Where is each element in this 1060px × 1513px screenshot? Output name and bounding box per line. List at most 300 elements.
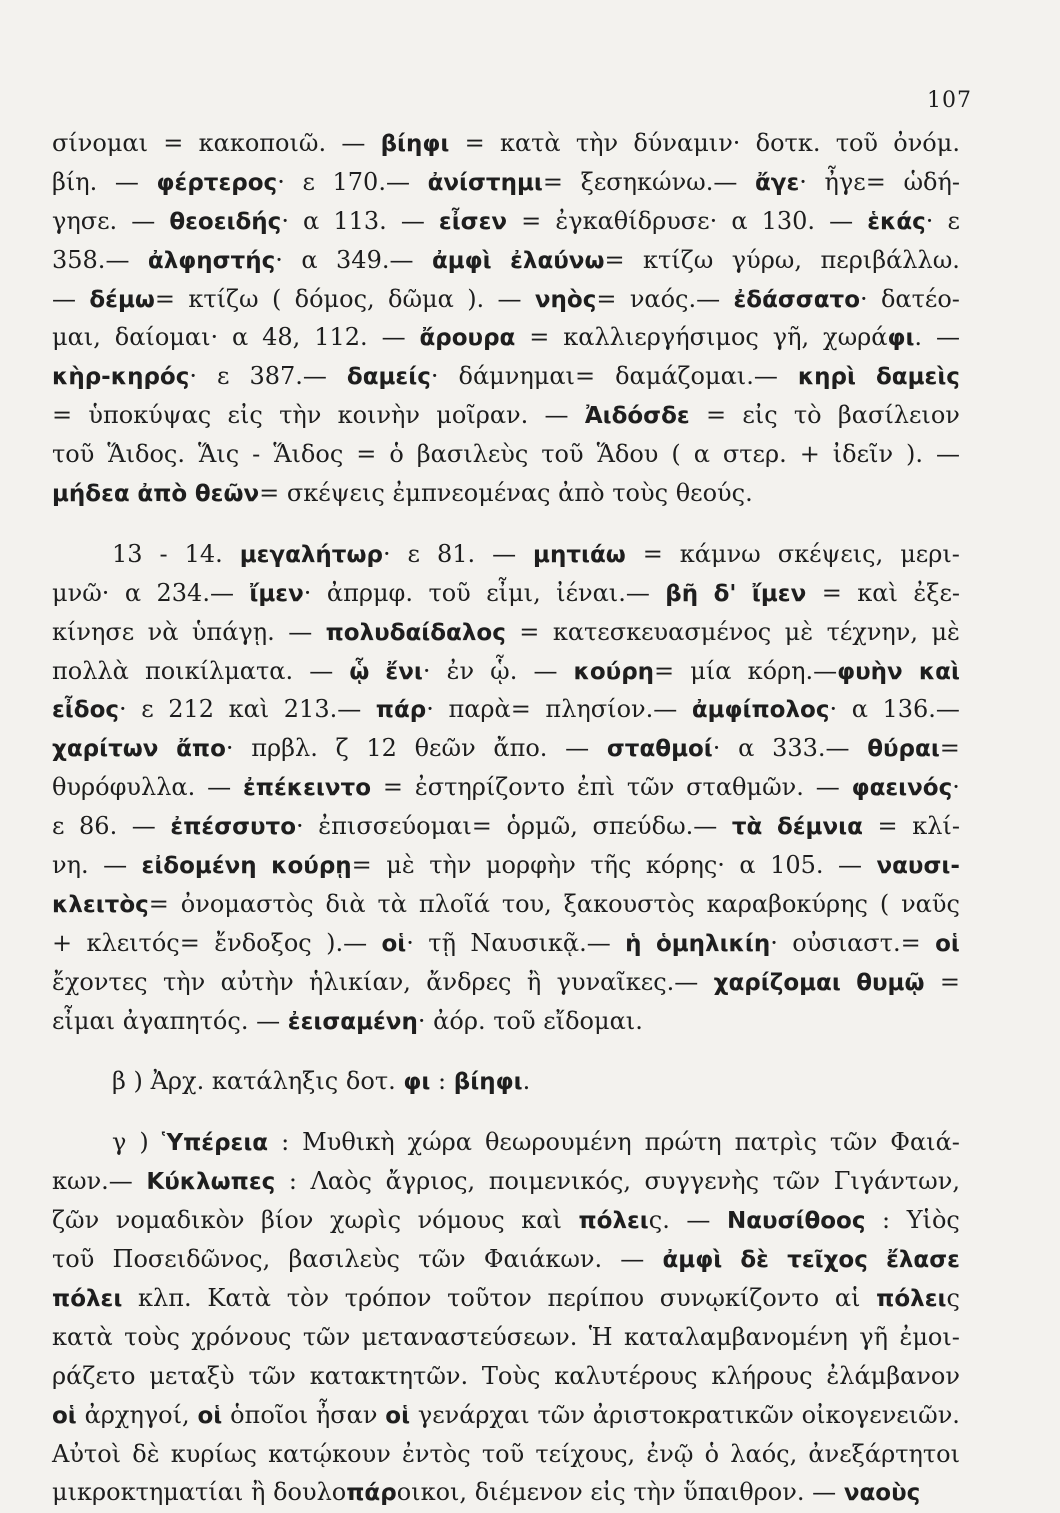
word: σταθμοί· <box>606 734 721 763</box>
text-line <box>52 1318 960 1357</box>
word: κοινὴν <box>337 401 421 430</box>
word: δ' <box>713 580 737 607</box>
word: πάρ· <box>375 695 434 724</box>
word: θεῶν= <box>194 479 280 508</box>
word: καὶ <box>521 1206 562 1235</box>
text-line <box>52 124 960 163</box>
word: μήδεα <box>52 481 130 508</box>
word: κλπ. <box>138 1283 192 1312</box>
word: εἶμι, <box>486 578 541 607</box>
word: ἰδεῖν <box>832 440 894 469</box>
word: ζ <box>335 734 349 763</box>
word: τῶν <box>302 1322 351 1351</box>
text-line <box>52 1123 960 1162</box>
word: πατρὶς <box>734 1128 817 1157</box>
word: ἐμοι- <box>899 1322 960 1351</box>
word: Ναυσικᾷ.— <box>470 928 611 957</box>
word: — <box>309 656 334 685</box>
word: νηὸς= <box>534 284 617 313</box>
word: εἴδομαι. <box>543 1006 643 1035</box>
word: τὴν <box>279 401 322 430</box>
word: — <box>52 284 76 313</box>
word: κόρη.—φυὴν <box>747 656 903 685</box>
word: θεούς. <box>675 479 753 508</box>
word: : <box>438 1067 447 1096</box>
word: — <box>837 851 862 880</box>
text-line <box>52 652 960 691</box>
word: = <box>52 401 73 430</box>
word: ἰέναι.— <box>556 578 650 607</box>
word: μεταξὺ <box>149 1361 235 1390</box>
word: μητιάω <box>533 541 626 568</box>
word: ὁρμῶ, <box>506 812 578 841</box>
word: Ποσειδῶνος, <box>112 1245 271 1274</box>
word: Τοὺς <box>481 1361 541 1390</box>
word: τοὺς <box>124 1322 180 1351</box>
word: φι <box>403 1069 431 1096</box>
word: εἰς <box>742 401 778 430</box>
word: α <box>851 695 868 724</box>
word: ναῦς <box>901 889 960 918</box>
word: δάμνημαι= <box>458 362 596 391</box>
word: — <box>114 167 139 196</box>
word: δῶμα <box>388 284 454 313</box>
word: χωράφι. <box>823 323 923 352</box>
word: ἴμεν· <box>249 578 312 607</box>
word: ποικίλματα. <box>144 656 294 685</box>
word: ἄρουρα <box>419 325 516 352</box>
word: πολυδαίδαλος <box>325 619 506 646</box>
word: ).— <box>326 928 368 957</box>
word: μὲ <box>931 617 960 646</box>
word: γῆ, <box>772 323 810 352</box>
word: ὀνόμ. <box>893 129 960 157</box>
word: κλήρους <box>711 1361 813 1390</box>
word: καλυτέρους <box>554 1361 698 1390</box>
word: = <box>464 129 485 157</box>
word: κατάληξις <box>211 1067 339 1096</box>
word: δαμεὶς <box>876 364 960 391</box>
word: ἀόρ. <box>433 1006 486 1035</box>
word: κηρὶ <box>797 364 856 391</box>
word: 333.— <box>772 734 850 763</box>
word: Ἡ <box>588 1322 613 1351</box>
word: Φαιάκων. <box>483 1245 603 1274</box>
text-line <box>52 1002 960 1041</box>
word: ) <box>133 1067 143 1096</box>
word: βίηφι. <box>453 1067 531 1096</box>
word: οἱ <box>197 1402 223 1429</box>
word: Ἅιδος. <box>107 440 185 469</box>
word: 349.— <box>336 245 414 274</box>
word: μαι, <box>52 323 101 352</box>
word: πολλὰ <box>52 656 129 685</box>
word: = <box>519 617 540 646</box>
word: ἀριστοκρατικῶν <box>592 1400 794 1429</box>
word: — <box>815 773 840 802</box>
word: τὴν <box>633 1478 676 1507</box>
word: ἄνδρες <box>426 967 512 996</box>
word: Μυθικὴ <box>302 1128 395 1157</box>
word: ἀρχηγοί, <box>84 1400 190 1429</box>
word: ὕπαιθρον. <box>683 1478 805 1507</box>
text-line <box>52 357 960 396</box>
word: εἰδομένη <box>141 853 257 880</box>
word: ἀμφίπολος· <box>691 695 838 724</box>
word: ἄπο. <box>493 734 548 763</box>
word: ἡ <box>625 930 642 957</box>
word: ( <box>671 440 681 469</box>
word: ναός.— <box>629 284 721 313</box>
word: μεγαλήτωρ· <box>239 539 391 568</box>
word: τὰ <box>377 889 407 918</box>
word: 136.— <box>882 695 960 724</box>
word: ( <box>271 284 282 313</box>
word: μεταναστεύσεων. <box>361 1322 578 1351</box>
word: α <box>124 578 142 607</box>
word: περίπου <box>547 1283 645 1312</box>
word: ε <box>302 167 315 196</box>
word: = <box>163 129 184 157</box>
word: ἄπο· <box>176 734 234 763</box>
word: δόμος, <box>294 284 375 313</box>
word: = <box>642 539 663 568</box>
text-line <box>52 318 960 357</box>
word: ἐλαύνω= <box>510 245 625 274</box>
word: ἐπέσσυτο· <box>170 812 304 841</box>
word: ἦγε= <box>824 167 886 196</box>
text-line <box>52 435 960 474</box>
word: : <box>882 1206 891 1235</box>
word: ε <box>947 206 960 235</box>
word: ξεσηκώνω.— <box>580 167 738 196</box>
text-line <box>52 1162 960 1201</box>
word: πλησίον.— <box>545 695 678 724</box>
word: κλί- <box>912 812 960 841</box>
word: ε <box>407 539 420 568</box>
word: — <box>400 206 425 235</box>
word: = <box>356 440 377 469</box>
word: χαρίτων <box>52 736 159 763</box>
word: χρόνους <box>191 1322 292 1351</box>
word: ἀπὸ <box>137 481 188 508</box>
word: καραβοκύρης <box>706 889 868 918</box>
word: βασιλεὺς <box>416 440 529 469</box>
word: εἰς <box>227 401 263 430</box>
text-line <box>52 846 960 885</box>
word: κλειτὸς= <box>52 889 169 918</box>
word: ξακουστὸς <box>563 889 695 918</box>
word: παρὰ= <box>448 695 531 724</box>
word: δοτκ. <box>755 129 821 157</box>
word: δέμω= <box>89 284 175 313</box>
word: : <box>281 1128 290 1157</box>
word: τοῦ <box>428 578 471 607</box>
word: ἐστηρίζοντο <box>414 773 566 802</box>
word: οἱ <box>385 1402 411 1429</box>
word: ἐν <box>446 656 475 685</box>
word: 130. <box>761 206 816 235</box>
word: ναοὺς <box>843 1480 921 1507</box>
word: ἔνδοξος <box>214 928 312 957</box>
word: δύναμιν· <box>633 129 741 157</box>
text-line <box>52 1435 960 1474</box>
word: ἐξε- <box>913 578 960 607</box>
word: τὴν <box>163 967 206 996</box>
word: 170.— <box>332 167 410 196</box>
word: κόρης· <box>645 851 725 880</box>
word: τῶν <box>537 1400 585 1429</box>
word: Ἀρχ. <box>150 1067 205 1096</box>
word: μνῶ· <box>52 578 110 607</box>
word: — <box>620 1245 645 1274</box>
word: εἶμαι <box>52 1006 116 1035</box>
word: δουλοπάροικοι, <box>273 1478 468 1507</box>
word: ἀπρμφ. <box>326 578 413 607</box>
word: βίον <box>261 1206 314 1235</box>
word: μορφὴν <box>485 851 576 880</box>
word: α <box>232 323 249 352</box>
word: 234.— <box>156 578 234 607</box>
word: τοῦ <box>52 440 95 469</box>
word: α <box>693 440 710 469</box>
word: + <box>799 440 820 469</box>
word: - <box>159 539 168 568</box>
word: ἡλικίαν, <box>309 967 411 996</box>
text-line <box>52 1473 960 1512</box>
word: β <box>112 1067 126 1096</box>
word: συνῳκίζοντο <box>659 1283 820 1312</box>
word: α <box>303 206 320 235</box>
word: διὰ <box>325 889 366 918</box>
word: τὴν <box>575 129 619 157</box>
word: α <box>738 734 755 763</box>
word: 387.— <box>249 362 327 391</box>
word: Ἅις <box>197 440 240 469</box>
word: — <box>131 206 156 235</box>
word: μοῖραν. <box>436 401 529 430</box>
word: ποιμενικός, <box>488 1167 631 1196</box>
word: ἀλφηστής· <box>147 245 283 274</box>
word: — <box>686 1206 711 1235</box>
word: καλλιεργήσιμος <box>563 323 759 352</box>
word: ἐδάσσατο· <box>733 284 868 313</box>
word: θύραι= <box>867 734 960 763</box>
word: καὶ <box>857 578 898 607</box>
word: τὸν <box>286 1283 330 1312</box>
word: κτίζω <box>643 245 714 274</box>
word: ὁποῖοι <box>230 1400 309 1429</box>
word: Κύκλωπες <box>146 1169 276 1196</box>
word: ναυσι- <box>876 853 960 880</box>
text-line <box>52 1062 960 1101</box>
word: λαός, <box>730 1439 798 1468</box>
word: κακοποιῶ. <box>198 129 327 157</box>
word: ἔχοντες <box>52 967 148 996</box>
word: ὁ <box>704 1439 720 1468</box>
word: εἶδος· <box>52 695 127 724</box>
word: Γιγάντων, <box>833 1167 960 1196</box>
word: τεῖχος <box>787 1247 868 1274</box>
paragraph-gap <box>52 513 960 535</box>
word: τοῦ <box>835 129 879 157</box>
word: τῇ <box>428 928 456 957</box>
word: — <box>812 1478 837 1507</box>
word: πρβλ. <box>251 734 318 763</box>
word: δὲ <box>740 1247 769 1274</box>
word: τὰ <box>731 814 763 841</box>
word: τοῦτον <box>447 1283 532 1312</box>
word: = <box>821 578 842 607</box>
text-line <box>52 613 960 652</box>
word: ). <box>906 440 924 469</box>
word: κατεσκευασμένος <box>552 617 772 646</box>
word: ἀμφὶ <box>662 1247 723 1274</box>
word: οὐσιαστ.= <box>792 928 921 957</box>
text-line <box>52 729 960 768</box>
word: ἢ <box>251 1478 266 1507</box>
word: τέχνην, <box>826 617 919 646</box>
word: ε <box>217 362 230 391</box>
text-line <box>52 1396 960 1435</box>
word: δαμάζομαι.— <box>615 362 778 391</box>
word: ἐπὶ <box>576 773 615 802</box>
word: ἔνι· <box>385 656 431 685</box>
word: ἐνῷ <box>646 1439 694 1468</box>
word: μὲ <box>784 617 814 646</box>
word: α <box>301 245 318 274</box>
word: τὸ <box>793 401 822 430</box>
word: — <box>565 734 590 763</box>
word: γυναῖκες.— <box>556 967 699 996</box>
word: δαίομαι· <box>114 323 219 352</box>
word: γ <box>112 1128 127 1157</box>
word: Αὐτοὶ <box>52 1439 122 1468</box>
word: θυρόφυλλα. <box>52 773 196 802</box>
word: ). <box>467 284 485 313</box>
word: = <box>705 401 727 430</box>
word: κατὰ <box>52 1322 113 1351</box>
word: ἀγαπητός. <box>122 1006 249 1035</box>
word: κατὰ <box>499 129 561 157</box>
text-line <box>52 1357 960 1396</box>
word: καταλαμβανομένη <box>624 1322 848 1351</box>
word: 86. <box>79 812 118 841</box>
word: τῶν <box>829 1128 878 1157</box>
word: ἐλάμβανον <box>826 1361 960 1390</box>
word: νη. <box>52 851 89 880</box>
word: ἐγκαθίδρυσε· <box>555 206 718 235</box>
word: κίνησε <box>52 617 135 646</box>
word: ὁμηλικίη· <box>655 928 778 957</box>
word: — <box>497 284 522 313</box>
word: — <box>936 440 960 469</box>
word: σίνομαι <box>52 129 149 157</box>
page-number: 107 <box>927 88 972 113</box>
word: ὡδή- <box>903 167 960 196</box>
word: ὑποκύψας <box>88 401 212 430</box>
word: ἐεισαμένη· <box>287 1006 426 1035</box>
word: : <box>288 1167 297 1196</box>
word: κυρίως <box>170 1439 257 1468</box>
word: — <box>131 812 156 841</box>
word: συγγενὴς <box>644 1167 760 1196</box>
word: ἐπέκειντο <box>242 775 372 802</box>
word: κατῴκουν <box>268 1439 391 1468</box>
word: Λαὸς <box>310 1167 372 1196</box>
word: 48, <box>262 323 301 352</box>
word: θεῶν <box>414 734 476 763</box>
word: ᾧ. <box>490 656 518 685</box>
word: κὴρ-κηρός· <box>52 362 197 391</box>
word: — <box>829 206 854 235</box>
word: - <box>252 440 261 469</box>
word: Ἀιδόσδε <box>584 403 690 430</box>
word: πλοῖά <box>418 889 490 918</box>
word: νομαδικὸν <box>115 1206 245 1235</box>
word: χαρίζομαι <box>713 969 841 996</box>
text-line <box>52 1201 960 1240</box>
text-line <box>52 963 960 1002</box>
word: ἐντὸς <box>402 1439 471 1468</box>
word: ἐπισσεύομαι= <box>318 812 492 841</box>
word: τὴν <box>429 851 472 880</box>
word: βασίλειον <box>837 401 960 430</box>
word: σπεύδω.— <box>592 812 718 841</box>
word: ε <box>52 812 65 841</box>
word: δοτ. <box>345 1067 396 1096</box>
word: 212 <box>168 695 215 724</box>
word: ἄγριος, <box>385 1167 476 1196</box>
word: ἑκάς· <box>867 206 934 235</box>
word: 81. <box>436 539 476 568</box>
word: ἀπὸ <box>558 479 605 508</box>
word: ) <box>139 1128 149 1157</box>
word: ἀμφὶ <box>431 247 492 274</box>
text-line <box>52 280 960 319</box>
word: θυμῷ <box>856 969 925 996</box>
word: πρώτη <box>644 1128 722 1157</box>
word: κούρη= <box>573 656 675 685</box>
text-line <box>52 1279 960 1318</box>
word: ἢ <box>526 967 542 996</box>
word: ζῶν <box>52 1206 100 1235</box>
word: ε <box>141 695 154 724</box>
word: τοῦ <box>541 440 584 469</box>
word: = <box>939 967 960 996</box>
word: ἴμεν <box>751 580 807 607</box>
word: τοῦ <box>481 1439 525 1468</box>
word: = <box>521 206 542 235</box>
word: δὲ <box>132 1439 160 1468</box>
word: στερ. <box>722 440 787 469</box>
word: περιβάλλω. <box>820 245 960 274</box>
word: Ἅδου <box>596 440 659 469</box>
text-line <box>52 202 960 241</box>
word: τοῦ <box>52 1245 95 1274</box>
word: ἐμπνεομένας <box>392 479 551 508</box>
word: χωρὶς <box>329 1206 402 1235</box>
page-body <box>52 124 960 1512</box>
word: — <box>207 773 232 802</box>
word: βῆ <box>665 580 699 607</box>
word: κάμνω <box>679 539 761 568</box>
word: 13 <box>112 539 143 568</box>
text-line <box>52 474 960 513</box>
word: = <box>877 812 898 841</box>
word: ἀνεξάρτητοι <box>808 1439 960 1468</box>
word: κούρῃ= <box>271 851 372 880</box>
